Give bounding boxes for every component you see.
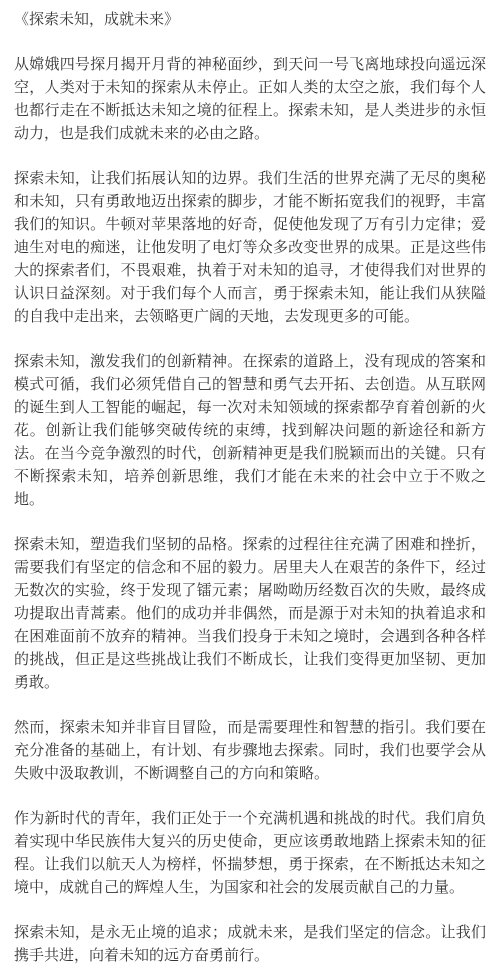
paragraph-6: 作为新时代的青年，我们正处于一个充满机遇和挑战的时代。我们肩负着实现中华民族伟大复兴的历史使命，更应该勇敢地踏上探索未知的征程。让我们以航天人为榜样，怀揣梦想，勇于探索，在不断抵达未知之境中，成就自己的辉煌人生，为国家和社会的发展贡献自己的力量。 [14,809,486,896]
page-title: 《探索未知，成就未来》 [14,10,180,28]
paragraph-7: 探索未知，是永无止境的追求；成就未来，是我们坚定的信念。让我们携手共进，向着未知的远方奋勇前行。 [14,923,486,964]
paragraph-3: 探索未知，激发我们的创新精神。在探索的道路上，没有现成的答案和模式可循，我们必须凭借自己的智慧和勇气去开拓、去创造。从互联网的诞生到人工智能的崛起，每一次对未知领域的探索都孕育着创新的火花。创新让我们能够突破传统的束缚，找到解决问题的新途径和新方法。在当今竞争激烈的时代，创新精神更是我们脱颖而出的关键。只有不断探索未知，培养创新思维，我们才能在未来的社会中立于不败之地。 [14,352,486,508]
paragraph-4: 探索未知，塑造我们坚韧的品格。探索的过程往往充满了困难和挫折，需要我们有坚定的信念和不屈的毅力。居里夫人在艰苦的条件下，经过无数次的实验，终于发现了镭元素；屠呦呦历经数百次的失败，最终成功提取出青蒿素。他们的成功并非偶然，而是源于对未知的执着追求和在困难面前不放弃的精神。当我们投身于未知之境时，会遇到各种各样的挑战，但正是这些挑战让我们不断成长，让我们变得更加坚韧、更加勇敢。 [14,535,486,691]
paragraph-5: 然而，探索未知并非盲目冒险，而是需要理性和智慧的指引。我们要在充分准备的基础上，有计划、有步骤地去探索。同时，我们也要学会从失败中汲取教训，不断调整自己的方向和策略。 [14,718,486,782]
paragraph-1: 从嫦娥四号探月揭开月背的神秘面纱，到天问一号飞离地球投向遥远深空，人类对于未知的探索从未停止。正如人类的太空之旅，我们每个人也都行走在不断抵达未知之境的征程上。探索未知，是人类进步的永恒动力，也是我们成就未来的必由之路。 [14,55,486,142]
paragraph-2: 探索未知，让我们拓展认知的边界。我们生活的世界充满了无尽的奥秘和未知，只有勇敢地迈出探索的脚步，才能不断拓宽我们的视野，丰富我们的知识。牛顿对苹果落地的好奇，促使他发现了万有引力定律；爱迪生对电的痴迷，让他发明了电灯等众多改变世界的成果。正是这些伟大的探索者们，不畏艰难，执着于对未知的追寻，才使得我们对世界的认识日益深刻。对于我们每个人而言，勇于探索未知，能让我们从狭隘的自我中走出来，去领略更广阔的天地，去发现更多的可能。 [14,169,486,325]
